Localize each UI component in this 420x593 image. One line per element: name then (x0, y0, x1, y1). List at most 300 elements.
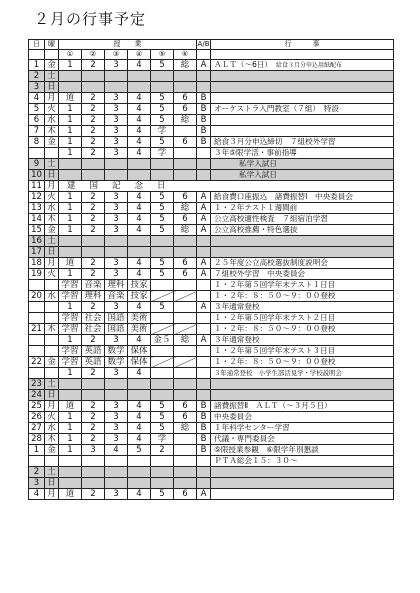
day-row (29, 456, 394, 467)
event-text: １・２年：８：５０～９：００登校 (214, 357, 336, 367)
period-cell: 総 (174, 225, 197, 236)
event-cell (211, 412, 394, 423)
period-cell: 道 (59, 489, 82, 500)
period-cell: 1 (59, 302, 82, 313)
period-cell: 4 (128, 214, 151, 225)
period-cell (82, 467, 105, 478)
period-cell (174, 434, 197, 445)
day-of-week: 金 (45, 225, 59, 236)
period-cell: 学習 (59, 313, 82, 324)
period-cell: 5 (151, 104, 174, 115)
day-number (29, 302, 45, 313)
period-cell: 2 (82, 401, 105, 412)
period-cell (105, 236, 128, 247)
ab-cell (197, 159, 211, 170)
period-cell: 1 (59, 423, 82, 434)
event-cell (211, 258, 394, 269)
ab-cell (197, 170, 211, 181)
day-of-week: 木 (45, 126, 59, 137)
period-cell: 3 (105, 269, 128, 280)
ab-cell (197, 280, 211, 291)
period-cell (174, 445, 197, 456)
period-cell (128, 247, 151, 258)
period-cell: 2 (82, 335, 105, 346)
period-cell: 音楽 (82, 280, 105, 291)
period-cell: 6 (174, 489, 197, 500)
ab-cell: A (197, 335, 211, 346)
day-of-week (45, 302, 59, 313)
day-row (29, 225, 394, 236)
period-cell: 4 (128, 412, 151, 423)
period-cell (82, 236, 105, 247)
day-of-week: 木 (45, 434, 59, 445)
event-cell (211, 368, 394, 379)
period-cell (128, 390, 151, 401)
period-2: ② (82, 50, 105, 60)
holiday-label: 建国記念日 (59, 181, 394, 192)
event-text: １年科学センター学習 (214, 423, 290, 433)
event-cell (211, 456, 394, 467)
period-cell (174, 247, 197, 258)
period-cell (151, 324, 174, 335)
event-cell (211, 401, 394, 412)
event-cell (211, 346, 394, 357)
period-cell: 1 (59, 368, 82, 379)
period-cell (151, 313, 174, 324)
period-cell: 3 (105, 225, 128, 236)
event-text: 給食３月分申込締切 ７組校外学習 (214, 137, 336, 147)
period-cell: 音楽 (105, 291, 128, 302)
period-cell: 5 (151, 115, 174, 126)
period-cell: 2 (82, 148, 105, 159)
day-row (29, 181, 394, 192)
period-cell (128, 170, 151, 181)
day-of-week (45, 456, 59, 467)
period-cell: 4 (128, 434, 151, 445)
day-of-week: 火 (45, 412, 59, 423)
weekend-row (29, 478, 394, 489)
day-of-week: 月 (45, 258, 59, 269)
day-number: 26 (29, 412, 45, 423)
event-text: ⑤限授業参観 ⑥限学年別懇談 (214, 445, 319, 455)
period-cell: 4 (128, 203, 151, 214)
event-text: 代議・専門委員会 (214, 434, 275, 444)
event-cell (211, 104, 394, 115)
period-cell (174, 456, 197, 467)
day-row (29, 115, 394, 126)
day-of-week: 火 (45, 269, 59, 280)
day-of-week: 水 (45, 115, 59, 126)
event-text (211, 478, 394, 489)
period-cell: 美術 (128, 324, 151, 335)
day-of-week: 水 (45, 423, 59, 434)
event-cell (211, 445, 394, 456)
event-text: １・２年：８：５０～９：００登校 (214, 291, 336, 301)
period-cell: 総 (174, 115, 197, 126)
period-cell: 5 (151, 302, 174, 313)
period-cell (174, 159, 197, 170)
period-cell: 英語 (82, 346, 105, 357)
period-cell (59, 170, 82, 181)
period-cell: 1 (59, 126, 82, 137)
period-cell (151, 82, 174, 93)
period-cell (59, 456, 82, 467)
event-text: ３年通常登校 (214, 302, 260, 312)
period-cell: 5 (151, 269, 174, 280)
event-cell (211, 423, 394, 434)
day-of-week: 月 (45, 489, 59, 500)
period-cell: 3 (105, 115, 128, 126)
day-row (29, 269, 394, 280)
ab-cell (197, 357, 211, 368)
weekend-row (29, 159, 394, 170)
day-row (29, 192, 394, 203)
period-cell (151, 368, 174, 379)
period-cell (128, 236, 151, 247)
period-cell: 1 (59, 445, 82, 456)
period-cell (105, 247, 128, 258)
day-row (29, 93, 394, 104)
period-cell: 3 (105, 258, 128, 269)
period-cell: 4 (105, 445, 128, 456)
day-row (29, 258, 394, 269)
day-of-week: 月 (45, 93, 59, 104)
day-number: 27 (29, 423, 45, 434)
event-cell (211, 434, 394, 445)
period-cell: 学習 (59, 280, 82, 291)
period-cell: 5 (128, 445, 151, 456)
period-cell (174, 71, 197, 82)
event-text: 諸費振替Ⅱ ＡＬＴ（～３月５日） (214, 401, 332, 411)
event-cell (211, 302, 394, 313)
period-cell: 2 (82, 412, 105, 423)
period-cell: 4 (128, 269, 151, 280)
period-cell: 3 (105, 423, 128, 434)
period-cell (174, 324, 197, 335)
ab-cell: B (197, 434, 211, 445)
day-number: 19 (29, 269, 45, 280)
period-cell: 総 (174, 203, 197, 214)
period-cell (151, 390, 174, 401)
period-cell (151, 291, 174, 302)
period-cell (82, 478, 105, 489)
day-number: 16 (29, 236, 45, 247)
period-cell (151, 71, 174, 82)
period-cell: 2 (82, 137, 105, 148)
ab-cell: A (197, 258, 211, 269)
period-cell (105, 467, 128, 478)
period-cell: 学習 (59, 346, 82, 357)
period-cell (174, 379, 197, 390)
ab-cell (197, 148, 211, 159)
day-number: 18 (29, 258, 45, 269)
period-cell: 2 (82, 93, 105, 104)
period-cell: 4 (128, 335, 151, 346)
period-cell (59, 247, 82, 258)
ab-cell: A (197, 60, 211, 71)
period-cell: 3 (105, 335, 128, 346)
day-number: 11 (29, 181, 45, 192)
period-cell (128, 467, 151, 478)
day-row (29, 434, 394, 445)
period-cell: 1 (59, 148, 82, 159)
day-number: 24 (29, 390, 45, 401)
period-cell: 1 (59, 203, 82, 214)
day-number (29, 346, 45, 357)
period-cell: 学 (151, 126, 174, 137)
day-number: 13 (29, 203, 45, 214)
period-cell: 3 (105, 412, 128, 423)
day-number (29, 456, 45, 467)
period-cell: 2 (82, 423, 105, 434)
period-cell: 4 (128, 115, 151, 126)
period-cell: 2 (82, 203, 105, 214)
weekend-row (29, 379, 394, 390)
weekend-row (29, 390, 394, 401)
period-3: ③ (105, 50, 128, 60)
period-cell (174, 313, 197, 324)
period-cell: 3 (105, 60, 128, 71)
header-period-row (29, 50, 394, 60)
day-number (29, 148, 45, 159)
day-row (29, 104, 394, 115)
period-cell (105, 456, 128, 467)
period-cell (151, 236, 174, 247)
period-cell: 5 (151, 93, 174, 104)
day-number: 22 (29, 357, 45, 368)
period-5: ⑤ (151, 50, 174, 60)
event-cell (211, 192, 394, 203)
period-cell (59, 159, 82, 170)
period-cell: 理科 (105, 280, 128, 291)
day-number (29, 368, 45, 379)
day-of-week: 日 (45, 170, 59, 181)
period-cell (174, 390, 197, 401)
day-number: 28 (29, 434, 45, 445)
period-cell: 2 (151, 445, 174, 456)
day-row (29, 346, 394, 357)
event-cell (211, 357, 394, 368)
period-cell (59, 467, 82, 478)
event-text: ＰＴＡ総会１５：３０～ (214, 456, 298, 466)
period-cell: 4 (128, 401, 151, 412)
page-title: ２月の行事予定 (34, 10, 147, 28)
ab-cell: B (197, 137, 211, 148)
day-row (29, 401, 394, 412)
period-cell: 1 (59, 104, 82, 115)
day-of-week: 土 (45, 236, 59, 247)
ab-cell (197, 390, 211, 401)
event-cell (211, 335, 394, 346)
day-of-week: 金 (45, 357, 59, 368)
event-text (211, 390, 394, 401)
header-ab: A/B (197, 40, 210, 48)
period-cell: 5 (151, 60, 174, 71)
period-cell: 3 (105, 368, 128, 379)
event-text: １・２年第５回学年末テスト２日目 (214, 313, 336, 323)
period-cell: 4 (128, 137, 151, 148)
period-cell: 1 (59, 335, 82, 346)
period-cell (151, 346, 174, 357)
period-cell (59, 82, 82, 93)
event-text: 給食費口座振込 諸費振替Ⅰ 中央委員会 (214, 192, 353, 202)
period-cell (174, 478, 197, 489)
period-cell: 2 (82, 126, 105, 137)
period-cell: 4 (128, 148, 151, 159)
period-cell: 2 (82, 115, 105, 126)
day-of-week: 金 (45, 60, 59, 71)
period-cell: 学習 (59, 357, 82, 368)
period-cell: 数学 (105, 357, 128, 368)
period-cell (105, 478, 128, 489)
period-cell (128, 456, 151, 467)
period-cell: 保体 (128, 346, 151, 357)
period-cell (151, 159, 174, 170)
day-of-week: 日 (45, 247, 59, 258)
period-cell (151, 280, 174, 291)
period-cell: 6 (174, 214, 197, 225)
period-cell: 3 (105, 93, 128, 104)
ab-cell (197, 368, 211, 379)
period-cell: 数学 (105, 346, 128, 357)
day-of-week: 月 (45, 401, 59, 412)
day-number: 17 (29, 247, 45, 258)
period-cell: 3 (105, 126, 128, 137)
event-cell (211, 313, 394, 324)
period-cell: 3 (82, 445, 105, 456)
period-cell: 1 (59, 60, 82, 71)
period-cell (174, 148, 197, 159)
day-number: 6 (29, 115, 45, 126)
day-row (29, 335, 394, 346)
day-number: 3 (29, 82, 45, 93)
period-cell (82, 390, 105, 401)
period-cell: 5 (151, 137, 174, 148)
ab-cell: A (197, 269, 211, 280)
period-cell: 1 (59, 214, 82, 225)
period-cell: 6 (174, 93, 197, 104)
period-cell: 保体 (128, 357, 151, 368)
event-cell (211, 269, 394, 280)
day-row (29, 126, 394, 137)
period-cell (174, 302, 197, 313)
day-of-week: 月 (45, 181, 59, 192)
weekend-row (29, 82, 394, 93)
event-text: ３年通常登校 小学生部活見学・学校説明会 (214, 369, 342, 378)
ab-cell (197, 456, 211, 467)
weekend-row (29, 236, 394, 247)
period-cell: 総 (174, 335, 197, 346)
event-text (211, 71, 394, 82)
period-cell: 道 (59, 401, 82, 412)
day-number: 2 (29, 71, 45, 82)
day-of-week: 土 (45, 467, 59, 478)
day-of-week: 火 (45, 104, 59, 115)
ab-cell: A (197, 203, 211, 214)
day-number: 7 (29, 126, 45, 137)
event-text (211, 247, 394, 258)
period-cell: 学 (151, 434, 174, 445)
period-cell: 社会 (82, 313, 105, 324)
ab-cell (197, 247, 211, 258)
event-cell (211, 214, 394, 225)
day-number: 21 (29, 324, 45, 335)
ab-cell: A (197, 192, 211, 203)
ab-cell: B (197, 126, 211, 137)
period-cell (59, 379, 82, 390)
period-cell (174, 291, 197, 302)
day-number: 15 (29, 225, 45, 236)
event-text: ３年⑤限学活・事前指導 (214, 148, 297, 158)
period-cell (105, 390, 128, 401)
period-cell: 4 (128, 60, 151, 71)
period-cell: 1 (59, 225, 82, 236)
period-cell: 1 (59, 269, 82, 280)
day-number (29, 313, 45, 324)
period-cell: 2 (82, 192, 105, 203)
period-cell: 6 (174, 192, 197, 203)
event-cell (211, 137, 394, 148)
event-text: 公立高校適性検査 ７組宿泊学習 (214, 214, 328, 224)
event-cell (211, 203, 394, 214)
period-cell (151, 467, 174, 478)
period-cell: 4 (128, 423, 151, 434)
event-text (211, 236, 394, 247)
period-cell (128, 71, 151, 82)
day-row (29, 489, 394, 500)
period-cell: 2 (82, 434, 105, 445)
day-of-week (45, 346, 59, 357)
period-cell: 2 (82, 269, 105, 280)
ab-cell (197, 291, 211, 302)
ab-cell: A (197, 225, 211, 236)
period-cell: 4 (128, 104, 151, 115)
day-number (29, 280, 45, 291)
day-of-week: 日 (45, 82, 59, 93)
event-text: ２５年度公立高校選抜制度説明会 (214, 258, 328, 268)
event-text: ＡＬＴ（～6日） (214, 60, 273, 69)
event-cell (211, 225, 394, 236)
period-cell: 5 (151, 214, 174, 225)
ab-cell: B (197, 423, 211, 434)
event-cell (211, 126, 394, 137)
period-cell: 2 (82, 258, 105, 269)
event-cell (211, 489, 394, 500)
day-row (29, 445, 394, 456)
period-cell: 5 (151, 423, 174, 434)
ab-cell: B (197, 412, 211, 423)
period-cell (174, 170, 197, 181)
event-cell (211, 148, 394, 159)
ab-cell (197, 324, 211, 335)
ab-cell: A (197, 489, 211, 500)
period-cell (174, 467, 197, 478)
day-number (29, 335, 45, 346)
period-cell: 技家 (128, 291, 151, 302)
day-number: 3 (29, 478, 45, 489)
period-cell (59, 236, 82, 247)
period-cell: 5 (151, 258, 174, 269)
day-of-week: 土 (45, 71, 59, 82)
day-row (29, 214, 394, 225)
period-cell: 英語 (82, 357, 105, 368)
day-number: 14 (29, 214, 45, 225)
ab-cell (197, 71, 211, 82)
day-number: 1 (29, 445, 45, 456)
day-of-week (45, 280, 59, 291)
period-cell (59, 71, 82, 82)
header-gyoji: 行 事 (211, 40, 394, 50)
